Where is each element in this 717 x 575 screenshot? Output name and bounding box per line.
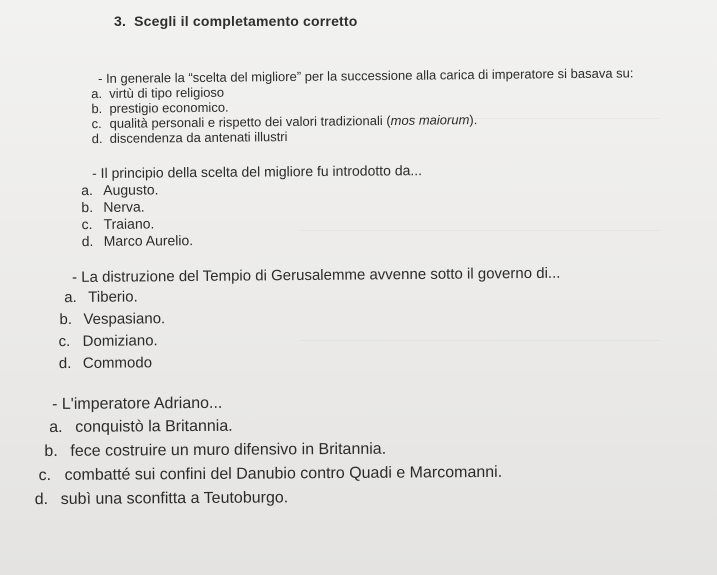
option-text: Augusto. xyxy=(103,181,159,198)
option-text-italic: mos maiorum xyxy=(390,112,470,128)
option-letter: b. xyxy=(44,442,58,461)
option-letter: b. xyxy=(81,198,94,216)
option-letter: b. xyxy=(91,100,103,117)
option-d[interactable] xyxy=(35,485,503,512)
exercise-title xyxy=(114,13,358,29)
option-text: Nerva. xyxy=(103,198,145,215)
question-stem: - Il principio della scelta del migliore fu introdotto da... xyxy=(92,162,423,181)
option-text: Vespasiano. xyxy=(83,310,166,328)
option-text: conquistò la Britannia. xyxy=(75,417,233,436)
question-stem: - In generale la “scelta del migliore” per la successione alla carica di imperatore si basava su: xyxy=(98,65,634,86)
option-letter: a. xyxy=(64,288,77,307)
option-letter: d. xyxy=(34,491,49,509)
option-letter: c. xyxy=(38,467,52,485)
option-text: Domiziano. xyxy=(82,332,158,350)
option-letter: d. xyxy=(58,355,72,373)
option-text: Marco Aurelio. xyxy=(103,232,194,249)
option-a[interactable] xyxy=(49,413,502,440)
option-letter: c. xyxy=(81,215,93,233)
option-letter: c. xyxy=(91,115,102,132)
option-letter: a. xyxy=(49,418,63,437)
option-d[interactable] xyxy=(82,230,423,250)
option-letter: a. xyxy=(81,181,93,199)
exercise-title-text: Scegli il completamento corretto xyxy=(134,13,358,29)
option-text: fece costruire un muro difensivo in Britannia. xyxy=(70,440,387,460)
question-2 xyxy=(81,161,423,250)
option-letter: a. xyxy=(91,85,103,102)
option-c[interactable] xyxy=(38,461,502,488)
option-letter: d. xyxy=(81,232,94,250)
option-b[interactable] xyxy=(44,437,502,464)
option-text: discendenza da antenati illustri xyxy=(109,129,288,146)
option-text: combatté sui confini del Danubio contro Quadi e Marcomanni. xyxy=(64,463,503,484)
option-text: subì una sconfitta a Teutoburgo. xyxy=(60,489,289,508)
option-text: prestigio economico. xyxy=(109,99,229,116)
option-letter: b. xyxy=(59,311,73,329)
option-text-before: qualità personali e rispetto dei valori tradizionali ( xyxy=(109,112,391,131)
question-4 xyxy=(34,391,503,512)
question-stem: - L'imperatore Adriano... xyxy=(52,394,223,413)
option-letter: c. xyxy=(58,333,71,351)
option-d[interactable] xyxy=(59,349,562,375)
question-stem: - La distruzione del Tempio di Gerusalemme avvenne sotto il governo di... xyxy=(72,264,561,286)
option-text: Traiano. xyxy=(103,215,155,232)
option-text: Tiberio. xyxy=(88,288,138,306)
question-3 xyxy=(58,264,561,375)
question-1 xyxy=(91,65,634,147)
option-text: Commodo xyxy=(82,354,153,372)
option-text: virtù di tipo religioso xyxy=(109,84,225,101)
exercise-number: 3. xyxy=(114,13,127,29)
option-text-after: ). xyxy=(469,112,478,128)
option-letter: d. xyxy=(91,130,103,147)
